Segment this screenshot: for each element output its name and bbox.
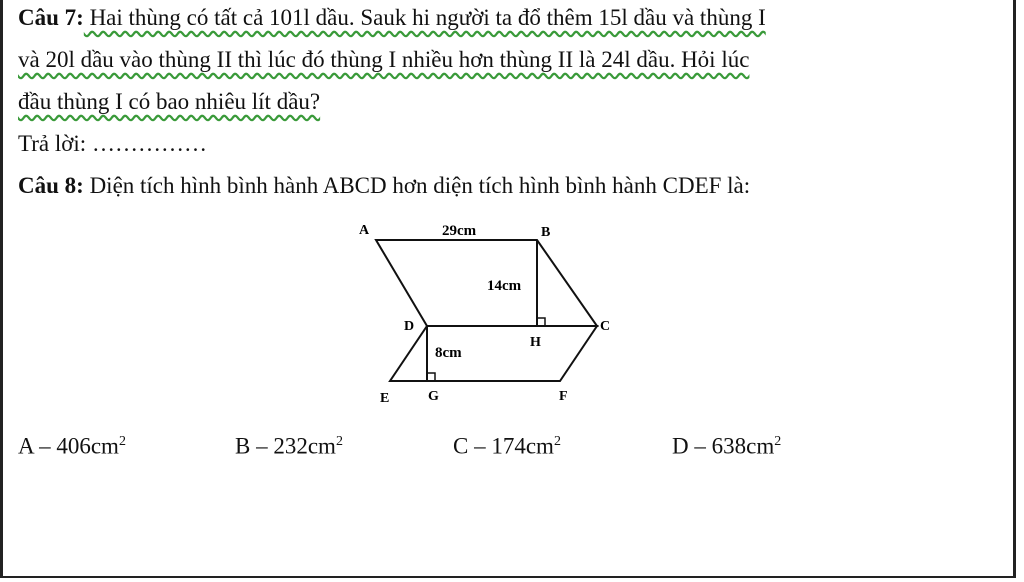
parallelogram-cdef	[390, 326, 597, 381]
option-a-sup: 2	[118, 434, 126, 449]
label-a: A	[359, 223, 370, 238]
label-d: D	[404, 319, 415, 334]
option-b	[235, 428, 343, 461]
measure-8cm: 8cm	[435, 345, 462, 361]
option-d	[672, 428, 781, 461]
question8-line	[18, 172, 750, 200]
measure-14cm: 14cm	[487, 278, 522, 294]
right-angle-g	[427, 373, 435, 381]
option-b-sup: 2	[335, 434, 343, 449]
question7-line2	[18, 46, 749, 74]
option-b-value: – 232cm	[256, 433, 336, 459]
option-c	[453, 428, 561, 461]
option-a	[18, 428, 126, 461]
question8-text: Diện tích hình bình hành ABCD hơn diện tích hình bình hành CDEF là:	[83, 173, 751, 198]
parallelogram-figure	[350, 215, 630, 410]
option-c-sup: 2	[553, 434, 561, 449]
label-e: E	[380, 391, 390, 406]
question7-line1	[18, 4, 766, 32]
label-b: B	[541, 225, 551, 240]
option-a-letter: A	[18, 433, 34, 459]
label-f: F	[559, 389, 568, 404]
question7-label: Câu 7:	[18, 5, 84, 30]
option-d-value: – 638cm	[694, 433, 775, 459]
measure-29cm: 29cm	[442, 223, 477, 239]
question7-text-1: Hai thùng có tất cả 101l dầu. Sauk hi người ta đổ thêm 15l dầu và thùng I	[83, 5, 766, 30]
option-a-value: – 406cm	[39, 433, 119, 459]
question7-answer-prompt: Trả lời: ……………	[18, 131, 207, 156]
question8-label: Câu 8:	[18, 173, 84, 198]
option-b-letter: B	[235, 433, 251, 459]
option-c-value: – 174cm	[474, 433, 554, 459]
right-angle-h	[537, 318, 545, 326]
question7-text-2: và 20l dầu vào thùng II thì lúc đó thùng I nhiều hơn thùng II là 24l dầu. Hỏi lúc	[18, 47, 750, 72]
option-d-sup: 2	[774, 434, 782, 449]
question7-text-3: đầu thùng I có bao nhiêu lít dầu?	[18, 89, 321, 114]
question7-line3	[18, 88, 320, 116]
label-h: H	[530, 335, 541, 350]
label-g: G	[428, 389, 439, 404]
label-c: C	[600, 319, 611, 334]
option-c-letter: C	[453, 433, 469, 459]
option-d-letter: D	[672, 433, 689, 459]
